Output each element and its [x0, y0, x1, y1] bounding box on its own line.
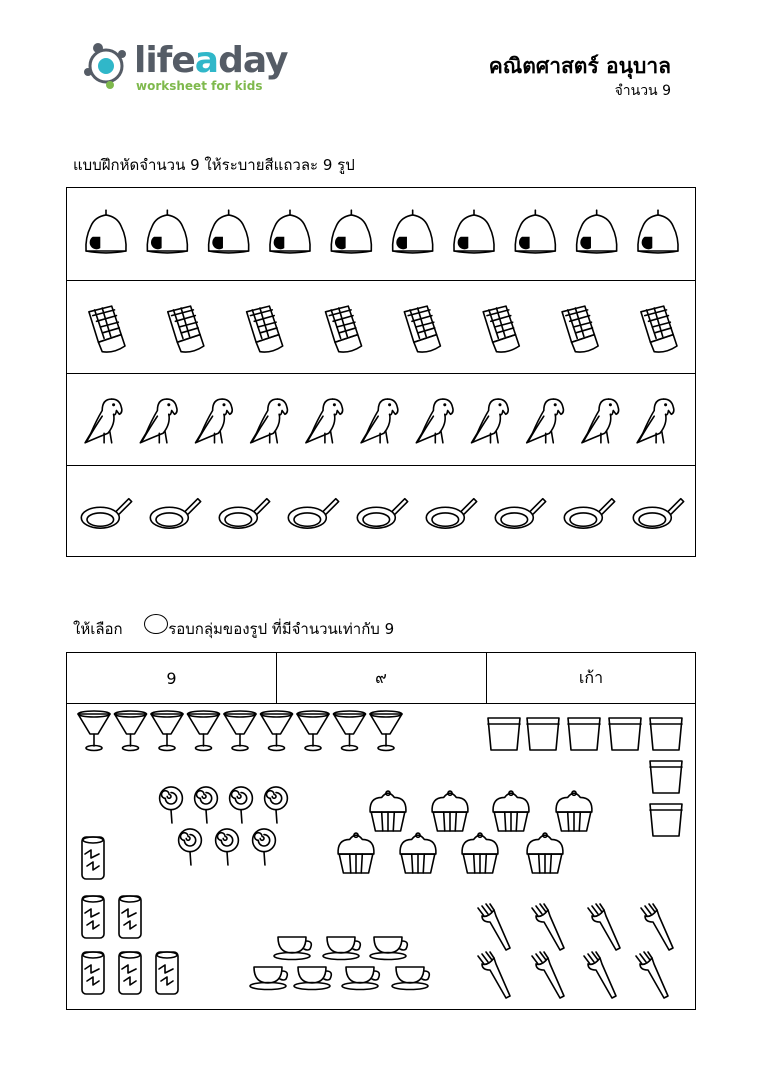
cup-icon	[488, 718, 520, 750]
logo-tagline: worksheet for kids	[136, 79, 263, 93]
cupcake-icon	[432, 791, 468, 831]
parrot-icon	[416, 399, 453, 443]
glass-icon	[370, 711, 402, 751]
frying-pan-icon	[219, 499, 269, 528]
shuttlecock-icon	[247, 306, 283, 352]
cup-icon	[650, 761, 682, 793]
bell-icon	[147, 210, 187, 253]
parrot-icon	[637, 399, 674, 443]
teacup-icon	[274, 937, 311, 960]
header-cell-thai-digit: ๙	[375, 667, 387, 687]
teacup-icon	[342, 967, 379, 990]
lollipop-icon	[230, 787, 253, 823]
shuttlecock-icon	[168, 306, 204, 352]
lollipop-icon	[160, 787, 183, 823]
shuttlecock-icon	[89, 306, 125, 352]
cupcake-icon	[493, 791, 529, 831]
glass-icon	[334, 711, 366, 751]
parrot-icon	[472, 399, 509, 443]
fork-icon	[478, 952, 510, 998]
can-icon	[82, 896, 104, 938]
section1-instruction: แบบฝึกหัดจำนวน 9 ให้ระบายสีแถวละ 9 รูป	[73, 156, 355, 174]
bell-icon	[331, 210, 371, 253]
frying-pan-icon	[357, 499, 407, 528]
header-cell-word: เก้า	[578, 667, 604, 687]
cup-icon	[650, 804, 682, 836]
shuttlecock-icon	[325, 306, 361, 352]
cupcake-icon	[462, 833, 498, 873]
cupcake-icon	[338, 833, 374, 873]
frying-pan-icon	[564, 499, 614, 528]
bell-icon	[638, 210, 678, 253]
cup-icon	[650, 718, 682, 750]
page-subtitle: จำนวน 9	[614, 83, 671, 99]
bell-icon	[270, 210, 310, 253]
fork-icon	[588, 904, 620, 950]
can-icon	[82, 952, 104, 994]
lollipop-icon	[195, 787, 218, 823]
fork-icon	[641, 904, 673, 950]
teacup-icon	[323, 937, 360, 960]
shuttlecock-icon	[562, 306, 598, 352]
frying-pan-icon	[426, 499, 476, 528]
lollipop-icon	[265, 787, 288, 823]
fork-icon	[636, 952, 668, 998]
frying-pan-icon	[495, 499, 545, 528]
lollipop-icon	[179, 829, 202, 865]
teacup-icon	[370, 937, 407, 960]
bell-icon	[86, 210, 126, 253]
glass-icon	[188, 711, 220, 751]
bell-icon	[393, 210, 433, 253]
glass-icon	[115, 711, 147, 751]
teacup-icon	[392, 967, 429, 990]
cupcake-icon	[556, 791, 592, 831]
frying-pan-icon	[81, 499, 131, 528]
fork-icon	[478, 904, 510, 950]
shuttlecock-icon	[641, 306, 677, 352]
bell-icon	[515, 210, 555, 253]
parrot-icon	[196, 399, 233, 443]
fork-icon	[584, 952, 616, 998]
cup-icon	[609, 718, 641, 750]
cupcake-icon	[527, 833, 563, 873]
can-icon	[156, 952, 178, 994]
parrot-icon	[306, 399, 343, 443]
parrot-icon	[85, 399, 122, 443]
fork-icon	[532, 904, 564, 950]
glass-icon	[78, 711, 110, 751]
logo-word-day: day	[218, 40, 288, 81]
logo-word-a: a	[194, 40, 219, 81]
glass-icon	[151, 711, 183, 751]
bell-icon	[577, 210, 617, 253]
glass-icon	[261, 711, 293, 751]
logo-word-life: life	[134, 40, 195, 81]
cup-icon	[527, 718, 559, 750]
lollipop-icon	[253, 829, 276, 865]
parrot-icon	[527, 399, 564, 443]
lollipop-icon	[216, 829, 239, 865]
frying-pan-icon	[150, 499, 200, 528]
header-cell-digit: 9	[166, 668, 177, 688]
parrot-icon	[582, 399, 619, 443]
parrot-icon	[251, 399, 288, 443]
shuttlecock-icon	[404, 306, 440, 352]
glass-icon	[224, 711, 256, 751]
section2-instruction-post: รอบกลุ่มของรูป ที่มีจำนวนเท่ากับ 9	[168, 620, 395, 638]
can-icon	[119, 952, 141, 994]
section2-instruction-pre: ให้เลือก	[73, 620, 123, 638]
cupcake-icon	[400, 833, 436, 873]
bell-icon	[454, 210, 494, 253]
teacup-icon	[294, 967, 331, 990]
frying-pan-icon	[288, 499, 338, 528]
can-icon	[82, 837, 104, 879]
can-icon	[119, 896, 141, 938]
cup-icon	[568, 718, 600, 750]
shuttlecock-icon	[483, 306, 519, 352]
bell-icon	[209, 210, 249, 253]
cupcake-icon	[370, 791, 406, 831]
glass-icon	[297, 711, 329, 751]
parrot-icon	[361, 399, 398, 443]
page-title: คณิตศาสตร์ อนุบาล	[488, 54, 671, 78]
fork-icon	[532, 952, 564, 998]
frying-pan-icon	[633, 499, 683, 528]
teacup-icon	[250, 967, 287, 990]
parrot-icon	[140, 399, 177, 443]
